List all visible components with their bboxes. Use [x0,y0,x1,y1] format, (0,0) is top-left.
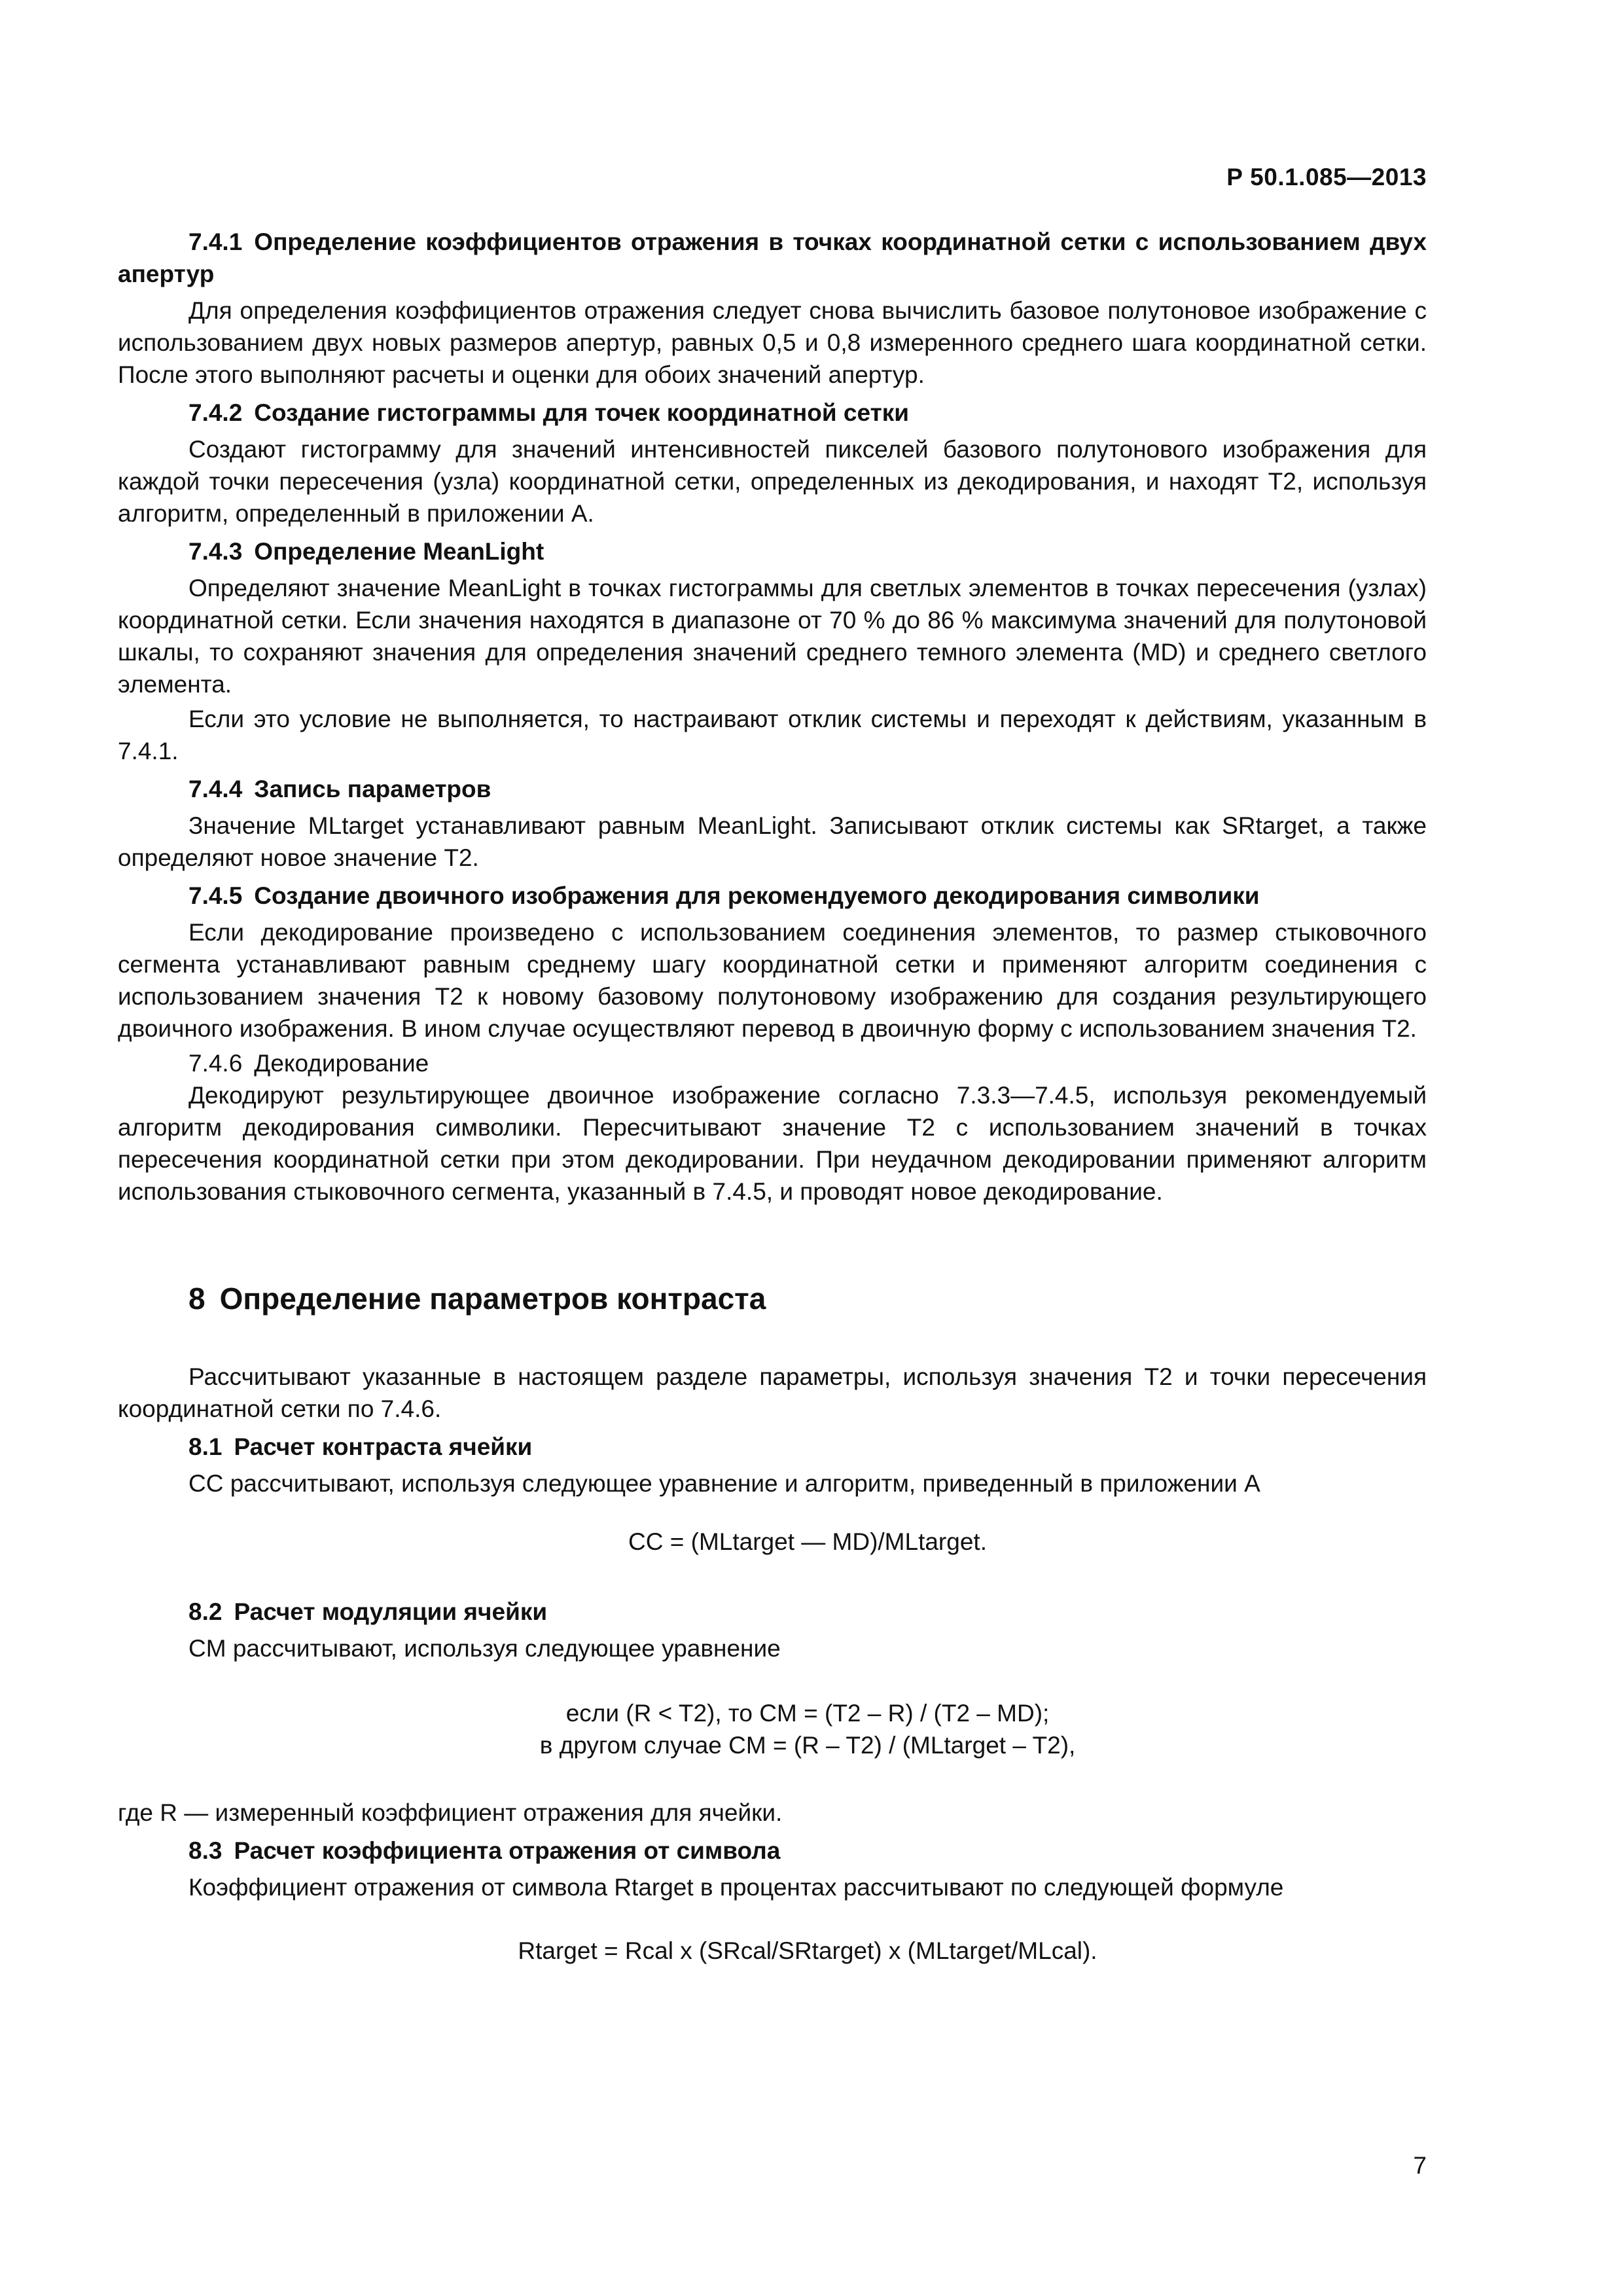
subsection-number: 7.4.3 [188,538,243,565]
paragraph: Создают гистограмму для значений интенсивностей пикселей базового полутонового изображения для каждой точки пересечения (узла) координатной сетки, определенных из декодирования, и находят T2, используя алгоритм, определенный в приложении А. [118,436,1427,527]
subsection-number: 7.4.6 [188,1050,243,1077]
paragraph: Для определения коэффициентов отражения следует снова вычислить базовое полутоновое изображение с использованием двух новых размеров апертур, равных 0,5 и 0,8 измеренного среднего шага координатной сетки. После этого выполняют расчеты и оценки для обоих значений апертур. [118,297,1427,388]
paragraph: Значение MLtarget устанавливают равным MeanLight. Записывают отклик системы как SRtarget, а также определяют новое значение T2. [118,812,1427,871]
paragraph: Декодируют результирующее двоичное изображение согласно 7.3.3—7.4.5, используя рекомендуемый алгоритм декодирования символики. Пересчитывают значение T2 с использованием значений в точках пересечения координатной сетки при этом декодировании. При неудачном декодировании применяют алгоритм использования стыковочного сегмента, указанный в 7.4.5, и проводят новое декодирование. [118,1082,1427,1205]
section-number: 8 [188,1282,205,1316]
subsection-number: 7.4.4 [188,776,243,802]
subsection-heading-7-4-1 [118,226,1427,290]
paragraph: Определяют значение MeanLight в точках гистограммы для светлых элементов в точках пересечения (узлах) координатной сетки. Если значения находятся в диапазоне от 70 % до 86 % максимума значений для полутоновой шкалы, то сохраняют значения для определения значений среднего темного элемента (MD) и среднего светлого элемента. [118,575,1427,698]
subsection-heading-8-1 [118,1431,1427,1463]
subsection-title: Определение MeanLight [254,538,544,565]
paragraph: Если это условие не выполняется, то настраивают отклик системы и переходят к действиям, указанным в 7.4.1. [118,706,1427,764]
subsection-heading-7-4-3 [118,535,1427,567]
formula-cm-line2: в другом случае CM = (R – T2) / (MLtarget – T2), [539,1732,1076,1759]
subsection-title: Создание двоичного изображения для рекомендуемого декодирования символики [254,882,1260,909]
subsection-heading-7-4-5 [118,880,1427,912]
subsection-heading-7-4-2 [118,397,1427,429]
subsection-number: 8.1 [188,1433,223,1460]
subsection-heading-8-3 [118,1835,1427,1867]
subsection-number: 7.4.1 [188,228,243,255]
subsection-title: Декодирование [254,1050,429,1077]
subsection-number: 7.4.5 [188,882,243,909]
section-title: Определение параметров контраста [219,1282,766,1316]
subsection-title: Расчет контраста ячейки [234,1433,533,1460]
formula-cm-line1: если (R < T2), то CM = (T2 – R) / (T2 – MD); [565,1700,1050,1727]
formula-explanation: где R — измеренный коэффициент отражения для ячейки. [118,1799,783,1826]
document-number: Р 50.1.085—2013 [1226,164,1427,190]
section-heading-8 [118,1280,1427,1318]
subsection-number: 7.4.2 [188,399,243,426]
subsection-number: 8.3 [188,1837,223,1864]
subsection-title: Расчет коэффициента отражения от символа [234,1837,781,1864]
document-page [118,0,1427,2296]
formula-cc: CC = (MLtarget — MD)/MLtarget. [628,1528,987,1555]
page-number: 7 [1413,2152,1427,2179]
subsection-title: Расчет модуляции ячейки [234,1598,548,1625]
subsection-heading-8-2 [118,1596,1427,1628]
subsection-heading-7-4-6 [118,1047,1427,1079]
paragraph: Рассчитывают указанные в настоящем разделе параметры, используя значения T2 и точки пересечения координатной сетки по 7.4.6. [118,1363,1427,1422]
subsection-number: 8.2 [188,1598,223,1625]
subsection-title: Создание гистограммы для точек координатной сетки [254,399,909,426]
subsection-title: Запись параметров [254,776,491,802]
paragraph: CM рассчитывают, используя следующее уравнение [188,1635,781,1662]
paragraph: CC рассчитывают, используя следующее уравнение и алгоритм, приведенный в приложении А [188,1470,1260,1497]
page-content [118,226,1427,1967]
paragraph: Коэффициент отражения от символа Rtarget в процентах рассчитывают по следующей формуле [188,1874,1284,1901]
subsection-heading-7-4-4 [118,773,1427,805]
subsection-title: Определение коэффициентов отражения в точках координатной сетки с использованием двух апертур [118,228,1427,287]
formula-rtarget: Rtarget = Rcal x (SRcal/SRtarget) x (MLtarget/MLcal). [518,1937,1097,1964]
paragraph: Если декодирование произведено с использованием соединения элементов, то размер стыковочного сегмента устанавливают равным среднему шагу координатной сетки и применяют алгоритм соединения с использованием значения T2 к новому базовому полутоновому изображению для создания результирующего двоичного изображения. В ином случае осуществляют перевод в двоичную форму с использованием значения T2. [118,919,1427,1042]
